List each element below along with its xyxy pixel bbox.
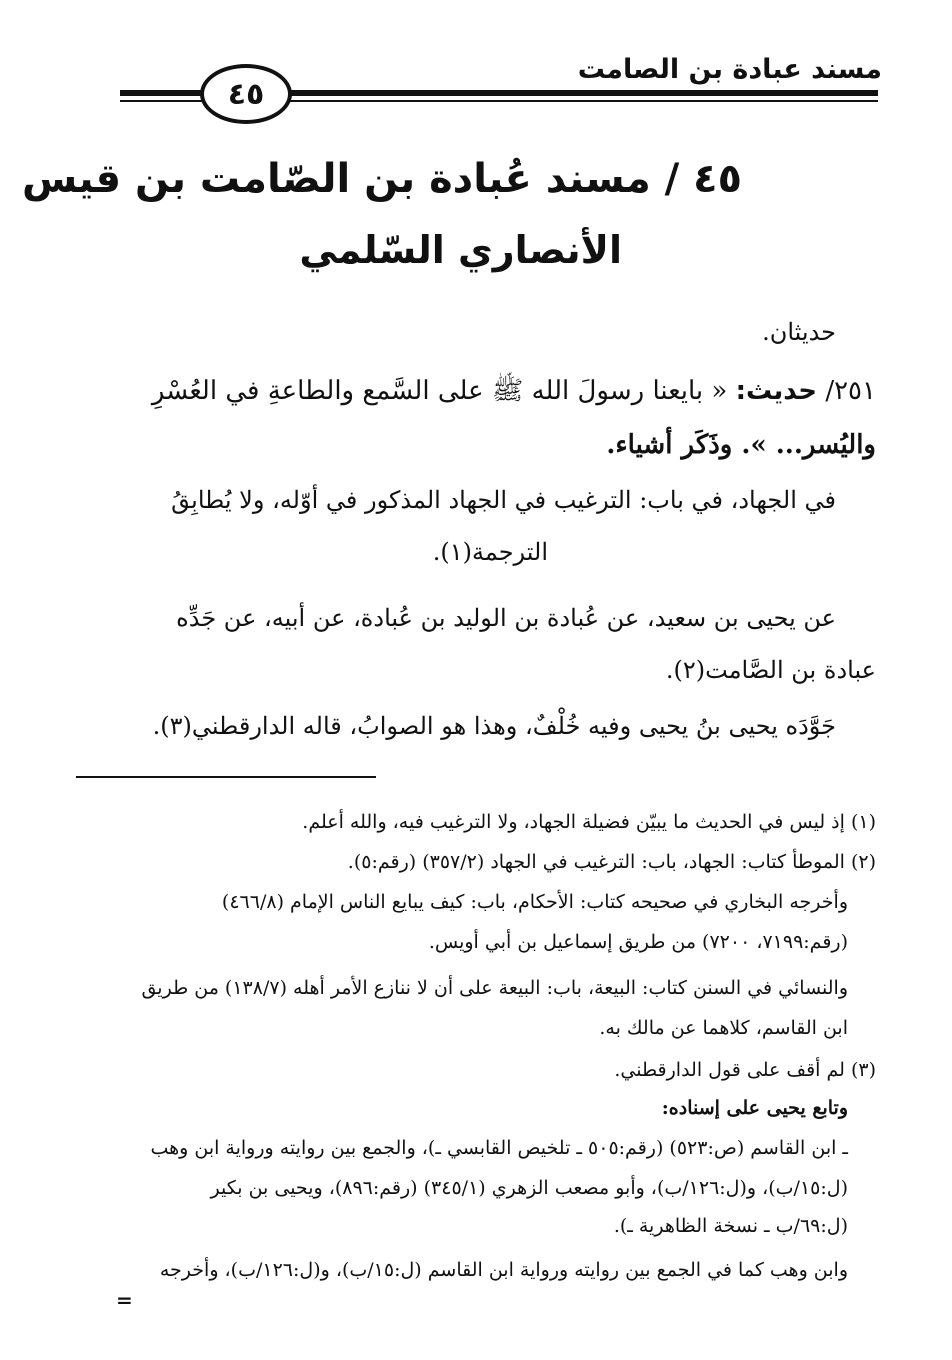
page-number: ٤٥	[227, 76, 265, 112]
footnote-2-b-line1: وأخرجه البخاري في صحيحه كتاب: الأحكام، باب: كيف يبايع الناس الإمام (٤٦٦/٨)	[221, 891, 848, 913]
footnote-3: (٣) لم أقف على قول الدارقطني.	[614, 1059, 876, 1081]
running-title: مسند عبادة بن الصامت	[577, 54, 882, 85]
footnote-2-c-line2: ابن القاسم، كلاهما عن مالك به.	[599, 1017, 848, 1039]
footnote-2: (٢) الموطأ كتاب: الجهاد، باب: الترغيب في الجهاد (٣٥٧/٢) (رقم:٥).	[347, 851, 876, 873]
hadith-text-2-span: واليُسر... ». وذَكَر أشياء.	[606, 430, 876, 460]
footnote-3-a-line1: ـ ابن القاسم (ص:٥٢٣) (رقم:٥٠٥ ـ تلخيص القابسي ـ)، والجمع بين روايته ورواية ابن وهب	[150, 1137, 848, 1159]
continuation-mark: =	[116, 1288, 133, 1312]
page-number-oval	[200, 64, 292, 124]
footnote-3-a-line3: (ل:٦٩/ب ـ نسخة الظاهرية ـ).	[613, 1215, 848, 1237]
footnote-separator	[76, 776, 376, 778]
footnote-1: (١) إذ ليس في الحديث ما يبيّن فضيلة الجهاد، ولا الترغيب فيه، والله أعلم.	[302, 811, 876, 833]
hadith-text-1: « بايعنا رسولَ الله ﷺ على السَّمع والطاعةِ في العُسْرِ	[151, 376, 728, 406]
hadith-label: حديث:	[735, 376, 818, 406]
hadith-count: حديثان.	[762, 318, 836, 346]
footnote-2-c-line1: والنسائي في السنن كتاب: البيعة، باب: البيعة على أن لا ننازع الأمر أهله (١٣٨/٧) من طريق	[141, 977, 848, 999]
hadith-text-2	[606, 426, 876, 465]
chain-line-2: عبادة بن الصَّامت(٢).	[665, 656, 876, 684]
hadith-number: ٢٥١/	[825, 376, 876, 406]
dāraqutni-note: جَوَّدَه يحيى بنُ يحيى وفيه خُلْفٌ، وهذا هو الصوابُ، قاله الدارقطني(٣).	[152, 712, 836, 740]
location-line-2: الترجمة(١).	[432, 538, 548, 566]
chain-line-1: عن يحيى بن سعيد، عن عُبادة بن الوليد بن عُبادة، عن أبيه، عن جَدِّه	[176, 604, 836, 632]
section-title-line1: ٤٥ / مسند عُبادة بن الصّامت بن قيس	[22, 156, 742, 202]
footnote-3-b-line1: وابن وهب كما في الجمع بين روايته ورواية ابن القاسم (ل:١٥/ب)، و(ل:١٢٦/ب)، وأخرجه	[159, 1259, 848, 1281]
location-line-1: في الجهاد، في باب: الترغيب في الجهاد المذكور في أوّله، ولا يُطابِقُ	[171, 486, 836, 514]
section-title-line2: الأنصاري السّلمي	[299, 228, 622, 272]
footnote-3-a-line2: (ل:١٥/ب)، و(ل:١٢٦/ب)، وأبو مصعب الزهري (٣٤٥/١) (رقم:٨٩٦)، ويحيى بن بكير	[210, 1177, 848, 1199]
footnote-3-heading: وتابع يحيى على إسناده:	[661, 1097, 848, 1119]
footnote-2-b-line2: (رقم:٧١٩٩، ٧٢٠٠) من طريق إسماعيل بن أبي أويس.	[428, 931, 848, 953]
hadith-line-1	[152, 372, 876, 411]
